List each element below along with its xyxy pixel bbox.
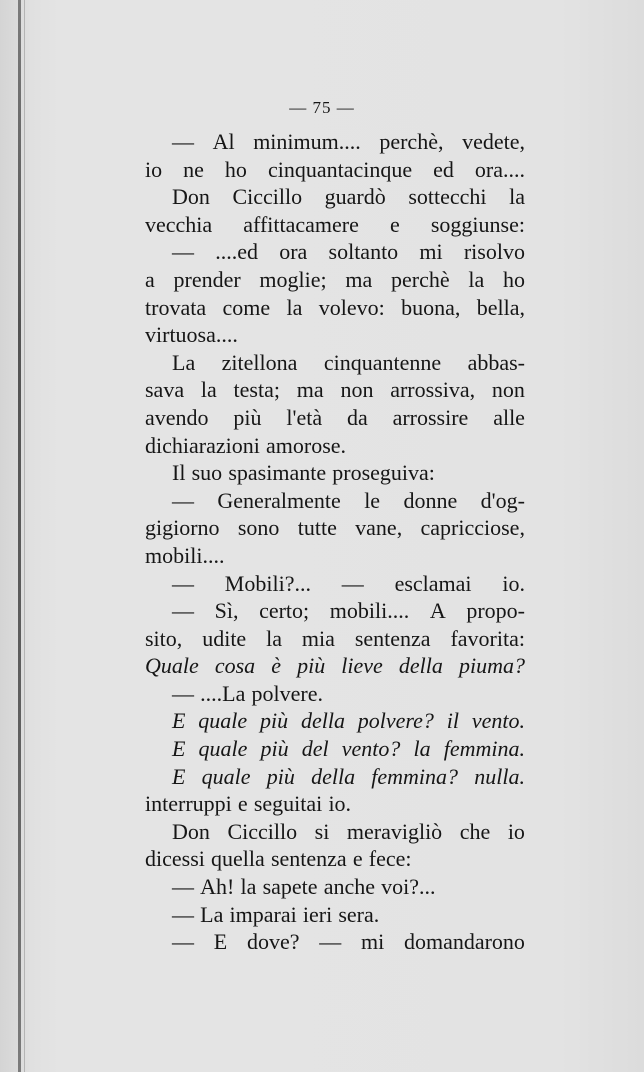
text-line: La zitellona cinquantenne abbas- bbox=[172, 349, 525, 375]
text-line: — ....ed ora soltanto mi risolvo bbox=[172, 239, 525, 265]
text-line: mobili.... bbox=[145, 542, 225, 568]
text-line: dichiarazioni amorose. bbox=[145, 432, 347, 458]
text-line: — Mobili?... — esclamai io. bbox=[172, 570, 525, 596]
text-line: avendo più l'età da arrossire alle bbox=[145, 404, 525, 430]
text-line: io ne ho cinquantacinque ed ora.... bbox=[145, 156, 525, 182]
text-line: — Al minimum.... perchè, vedete, bbox=[172, 129, 525, 154]
text-line: trovata come la volevo: buona, bella, bbox=[145, 294, 525, 320]
text-line: gigiorno sono tutte vane, capricciose, bbox=[145, 515, 525, 541]
text-line: — ....La polvere. bbox=[172, 680, 323, 706]
text-line: Quale cosa è più lieve della piuma? bbox=[145, 653, 525, 679]
page-number: — 75 — bbox=[289, 98, 355, 117]
text-line: vecchia affittacamere e soggiunse: bbox=[145, 211, 525, 237]
text-line: Don Ciccillo si meravigliò che io bbox=[172, 818, 525, 844]
text-line: — Ah! la sapete anche voi?... bbox=[172, 874, 436, 900]
text-line: sito, udite la mia sentenza favorita: bbox=[145, 625, 525, 651]
book-spine-shadow bbox=[18, 0, 21, 1072]
text-line: virtuosa.... bbox=[145, 322, 238, 348]
text-line: — E dove? — mi domandarono bbox=[172, 929, 525, 955]
text-line: — Sì, certo; mobili.... A propo- bbox=[172, 598, 525, 624]
text-line: Don Ciccillo guardò sottecchi la bbox=[172, 184, 525, 210]
text-line: Il suo spasimante proseguiva: bbox=[172, 460, 435, 486]
text-line: dicessi quella sentenza e fece: bbox=[145, 846, 412, 872]
text-line: interruppi e seguitai io. bbox=[145, 791, 352, 817]
text-line: E quale più della polvere? il vento. bbox=[172, 708, 525, 734]
text-line: — Generalmente le donne d'og- bbox=[172, 487, 525, 513]
book-spine-edge bbox=[24, 0, 25, 1072]
text-line: sava la testa; ma non arrossiva, non bbox=[145, 377, 525, 403]
text-line: — La imparai ieri sera. bbox=[172, 901, 380, 927]
text-line: E quale più del vento? la femmina. bbox=[172, 736, 525, 762]
body-text bbox=[145, 128, 525, 956]
text-line: E quale più della femmina? nulla. bbox=[172, 763, 525, 789]
text-line: a prender moglie; ma perchè la ho bbox=[145, 266, 525, 292]
